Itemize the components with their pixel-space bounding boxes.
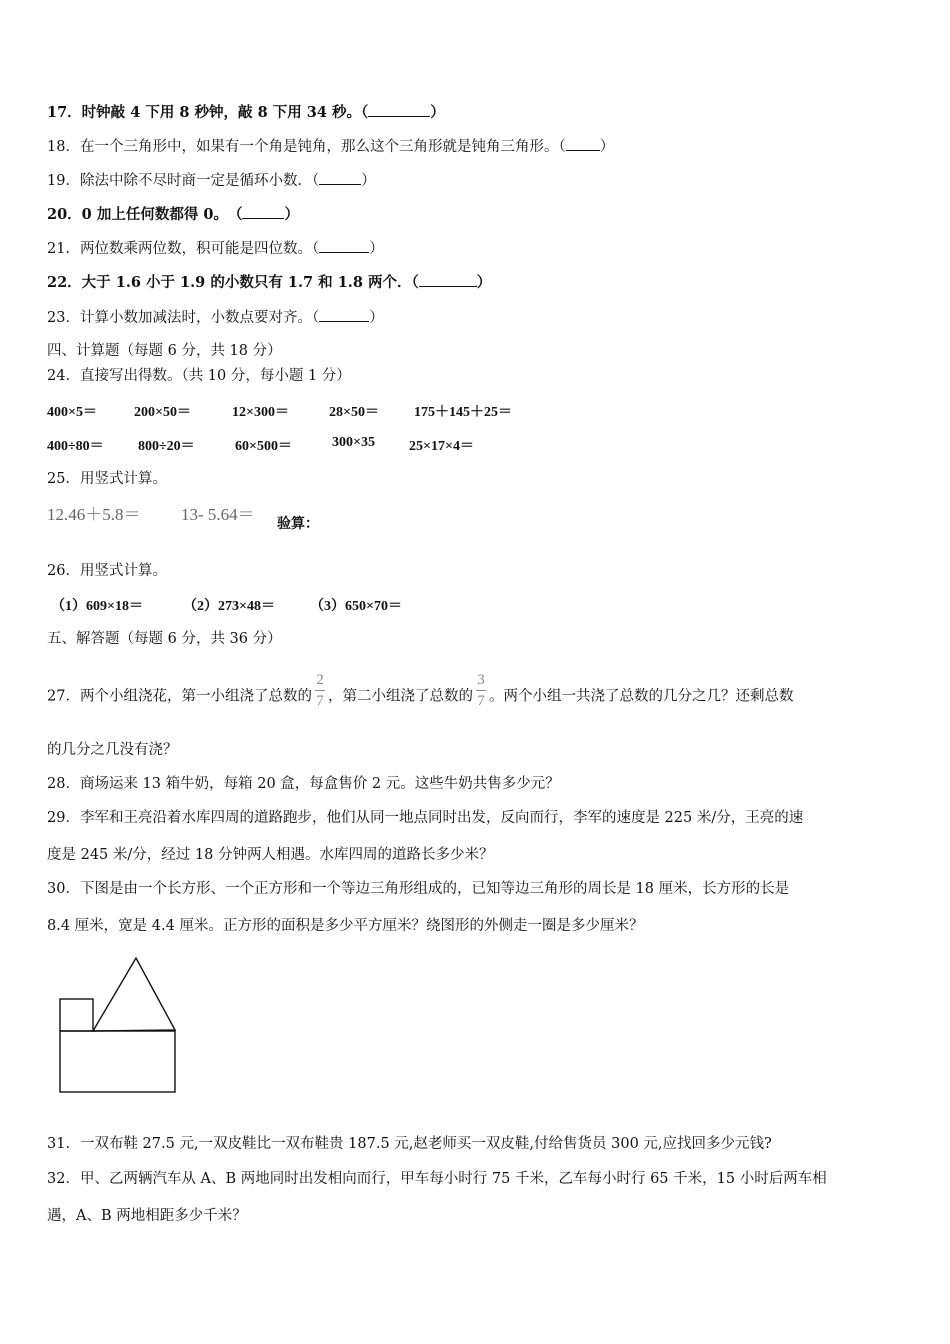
calc-item: 400÷80＝ xyxy=(47,439,104,454)
question-21 xyxy=(47,238,384,259)
calc-item: 12×300＝ xyxy=(232,405,289,420)
q26-item: （2）273×48＝ xyxy=(183,599,275,614)
question-22-close: ） xyxy=(476,274,492,291)
question-20-text: 20．0 加上任何数都得 0。 （ xyxy=(47,206,243,223)
answer-blank-19[interactable] xyxy=(319,170,361,185)
question-24: 24．直接写出得数。（共 10 分，每小题 1 分） xyxy=(47,368,351,384)
question-29: 29．李军和王亮沿着水库四周的道路跑步，他们从同一地点同时出发，反向而行，李军的速度是 225 米/分，王亮的速 xyxy=(47,810,804,826)
q25-expression-2: 13‐ 5.64＝ xyxy=(181,505,255,524)
q26-item: （1）609×18＝ xyxy=(51,599,143,614)
fraction-bar xyxy=(476,690,486,691)
question-30: 30．下图是由一个长方形、一个正方形和一个等边三角形组成的，已知等边三角形的周长是 18 厘米，长方形的长是 xyxy=(47,881,790,897)
triangle-shape xyxy=(93,958,175,1031)
q27-part-a: 27．两个小组浇花，第一小组浇了总数的 xyxy=(47,688,312,705)
question-18 xyxy=(47,136,614,157)
question-26: 26．用竖式计算。 xyxy=(47,563,167,579)
answer-blank-22[interactable] xyxy=(419,272,477,287)
answer-blank-17[interactable] xyxy=(368,102,430,117)
question-18-close: ） xyxy=(599,139,615,155)
question-22-text: 22．大于 1.6 小于 1.9 的小数只有 1.7 和 1.8 两个．（ xyxy=(47,274,419,291)
question-22 xyxy=(47,272,491,293)
q27-part-b: ，第二小组浇了总数的 xyxy=(327,688,473,705)
question-21-close: ） xyxy=(369,241,384,257)
fraction-denominator: 7 xyxy=(477,693,485,709)
fraction-2-7 xyxy=(315,672,325,709)
fraction-denominator: 7 xyxy=(316,693,324,709)
question-27-cont: 的几分之几没有浇？ xyxy=(47,742,178,758)
calc-item: 175＋145＋25＝ xyxy=(414,405,512,420)
q25-check-label: 验算： xyxy=(277,516,319,532)
question-17 xyxy=(47,102,445,123)
rectangle-shape xyxy=(60,1031,175,1092)
question-17-close: ） xyxy=(430,104,445,121)
fraction-numerator: 2 xyxy=(316,672,324,688)
calc-item: 400×5＝ xyxy=(47,405,97,420)
question-32: 32．甲、乙两辆汽车从 A、B 两地同时出发相向而行，甲车每小时行 75 千米，乙车每小时行 65 千米，15 小时后两车相 xyxy=(47,1171,827,1187)
question-19 xyxy=(47,170,376,191)
question-23-text: 23．计算小数加减法时，小数点要对齐。（ xyxy=(47,310,320,326)
fraction-3-7 xyxy=(476,672,486,709)
question-18-text: 18．在一个三角形中，如果有一个角是钝角，那么这个三角形就是钝角三角形。（ xyxy=(47,139,566,155)
calc-item: 300×35 xyxy=(332,435,375,450)
q27-part-c: 。两个小组一共浇了总数的几分之几？还剩总数 xyxy=(488,688,794,705)
question-25: 25．用竖式计算。 xyxy=(47,471,167,487)
question-21-text: 21．两位数乘两位数，积可能是四位数。（ xyxy=(47,241,320,257)
question-30-cont: 8.4 厘米，宽是 4.4 厘米。正方形的面积是多少平方厘米？绕图形的外侧走一圈是多少厘米？ xyxy=(47,918,644,934)
fraction-numerator: 3 xyxy=(477,672,485,688)
fraction-bar xyxy=(315,690,325,691)
question-32-cont: 遇，A、B 两地相距多少千米？ xyxy=(47,1208,247,1224)
answer-blank-18[interactable] xyxy=(566,136,600,151)
answer-blank-23[interactable] xyxy=(319,307,369,322)
question-19-text: 19．除法中除不尽时商一定是循环小数．（ xyxy=(47,173,320,189)
question-23-close: ） xyxy=(369,310,384,326)
calc-item: 60×500＝ xyxy=(235,439,292,454)
calc-item: 800÷20＝ xyxy=(138,439,195,454)
q25-expression-1: 12.46＋5.8＝ xyxy=(47,505,141,524)
question-19-close: ） xyxy=(361,173,376,189)
answer-blank-21[interactable] xyxy=(319,238,369,253)
question-17-text: 17．时钟敲 4 下用 8 秒钟，敲 8 下用 34 秒。（ xyxy=(47,104,369,121)
question-27 xyxy=(47,672,794,715)
question-28: 28．商场运来 13 箱牛奶，每箱 20 盒，每盒售价 2 元。这些牛奶共售多少元？ xyxy=(47,776,560,792)
question-31: 31．一双布鞋 27.5 元,一双皮鞋比一双布鞋贵 187.5 元,赵老师买一双皮鞋,付给售货员 300 元,应找回多少元钱? xyxy=(47,1136,772,1152)
section-5-heading: 五、解答题（每题 6 分，共 36 分） xyxy=(47,631,282,647)
answer-blank-20[interactable] xyxy=(242,204,284,219)
section-4-heading: 四、计算题（每题 6 分，共 18 分） xyxy=(47,343,282,359)
question-20-close: ） xyxy=(284,206,299,223)
question-29-cont: 度是 245 米/分，经过 18 分钟两人相遇。水库四周的道路长多少米？ xyxy=(47,847,494,863)
calc-item: 200×50＝ xyxy=(134,405,191,420)
calc-item: 25×17×4＝ xyxy=(409,439,474,454)
question-23 xyxy=(47,307,384,328)
q26-item: （3）650×70＝ xyxy=(310,599,402,614)
composite-shape-figure xyxy=(50,950,190,1100)
square-shape xyxy=(60,999,93,1031)
question-20 xyxy=(47,204,299,225)
calc-item: 28×50＝ xyxy=(329,405,379,420)
